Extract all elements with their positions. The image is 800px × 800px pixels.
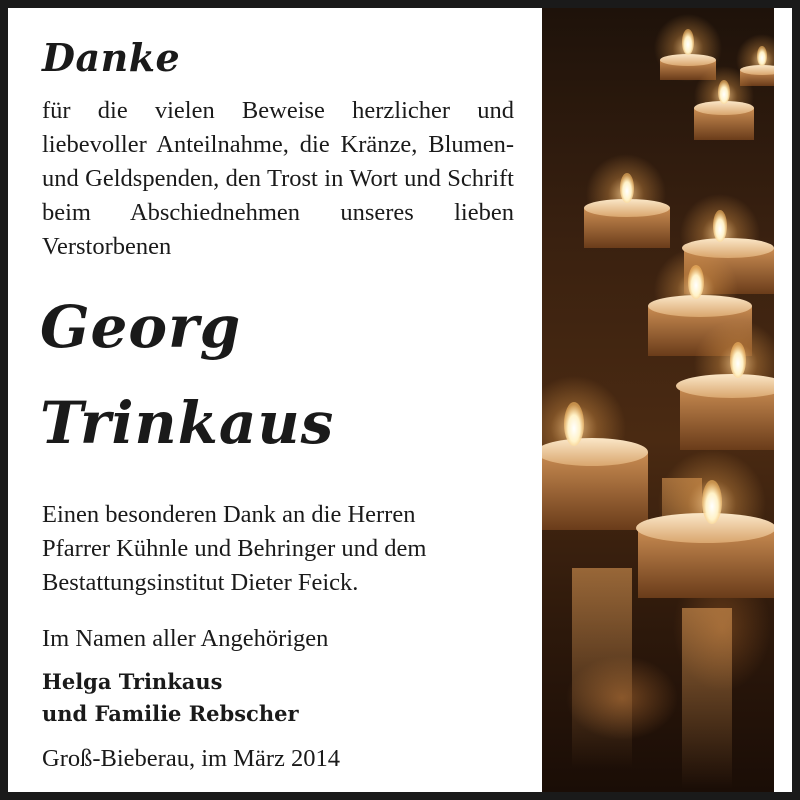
intro-paragraph: für die vielen Beweise herzlicher und liebevoller Anteilnahme, die Kränze, Blumen- und Geldspenden, den Trost in Wort und Schrift beim Abschiednehmen unseres lieben Verstorbenen (42, 97, 514, 260)
candle (694, 66, 754, 140)
floor-reflection (572, 568, 632, 768)
thanks-line: Einen besonderen Dank an die Herren (42, 501, 416, 528)
signer-name: Helga Trinkaus (42, 669, 223, 694)
candles-illustration (542, 8, 774, 792)
thanks-line: Bestattungsinstitut Dieter Feick. (42, 569, 359, 596)
signers-block (42, 666, 299, 730)
thanks-line: Pfarrer Kühnle und Behringer und dem (42, 535, 427, 562)
candle (584, 154, 670, 248)
deceased-last-name: Trinkaus (40, 389, 335, 457)
deceased-first-name: Georg (40, 293, 242, 361)
heading-danke: Danke (42, 35, 181, 80)
candles-photo (542, 8, 774, 792)
on-behalf-line: Im Namen aller Angehörigen (42, 625, 329, 652)
special-thanks-paragraph (42, 498, 514, 600)
place-date-line: Groß-Bieberau, im März 2014 (42, 745, 340, 772)
candle (636, 450, 774, 598)
floor-reflection (682, 608, 732, 788)
candle (542, 376, 648, 530)
text-column (36, 8, 516, 792)
signer-name: und Familie Rebscher (42, 701, 299, 726)
